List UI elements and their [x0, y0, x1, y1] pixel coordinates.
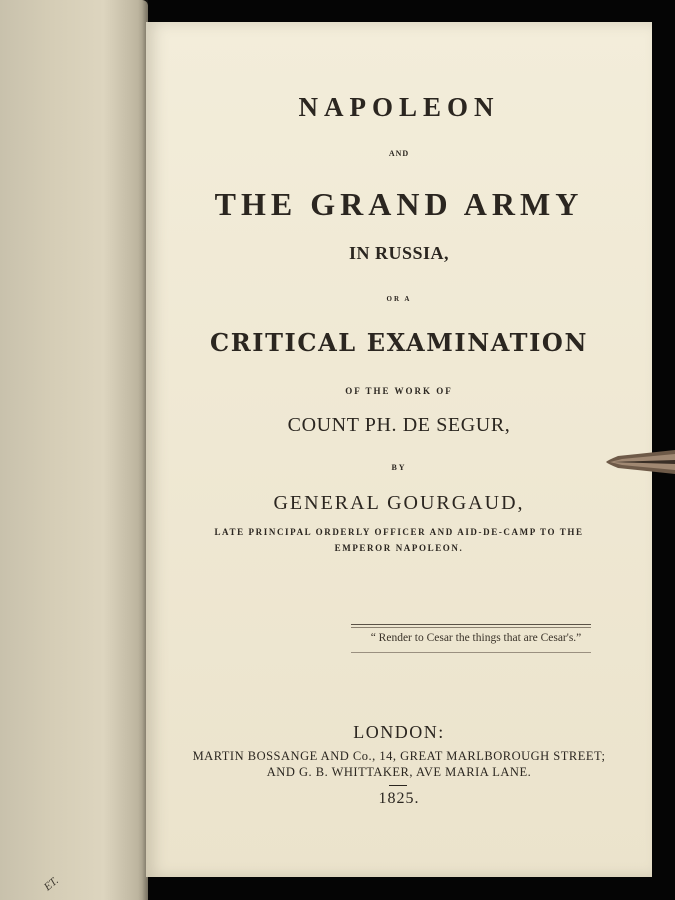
connector-or-a: OR A [386, 295, 412, 303]
epigraph-rule-bottom [351, 652, 591, 653]
imprint-year: 1825. [378, 790, 420, 807]
connector-and: AND [388, 149, 410, 158]
title-page [146, 22, 652, 877]
title-critical-examination: CRITICAL EXAMINATION [210, 328, 588, 357]
epigraph-rule-top [351, 624, 591, 625]
left-page-corner-text: ET. [41, 874, 61, 894]
imprint-city: LONDON: [353, 722, 445, 742]
title-napoleon: NAPOLEON [298, 92, 500, 122]
imprint-dash [389, 785, 407, 786]
imprint-publisher-line-1: MARTIN BOSSANGE AND Co., 14, GREAT MARLBOROUGH STREET; [192, 749, 606, 763]
author-title-line-2: EMPEROR NAPOLEON. [334, 543, 464, 553]
epigraph-rule-top-inner [351, 627, 591, 628]
pen-tip-icon [606, 446, 675, 478]
connector-by: BY [391, 463, 407, 472]
author-name: GENERAL GOURGAUD, [273, 492, 525, 514]
title-grand-army: THE GRAND ARMY [214, 186, 584, 222]
epigraph: “ Render to Cesar the things that are Cesar's.” [370, 632, 582, 644]
imprint-publisher-line-2: AND G. B. WHITTAKER, AVE MARIA LANE. [266, 765, 532, 779]
title-in-russia: IN RUSSIA, [348, 243, 450, 263]
connector-work-of: OF THE WORK OF [345, 386, 453, 396]
left-page [0, 0, 148, 900]
author-title-line-1: LATE PRINCIPAL ORDERLY OFFICER AND AID-DE-CAMP TO THE [214, 527, 584, 537]
subject-segur: COUNT PH. DE SEGUR, [287, 414, 511, 436]
